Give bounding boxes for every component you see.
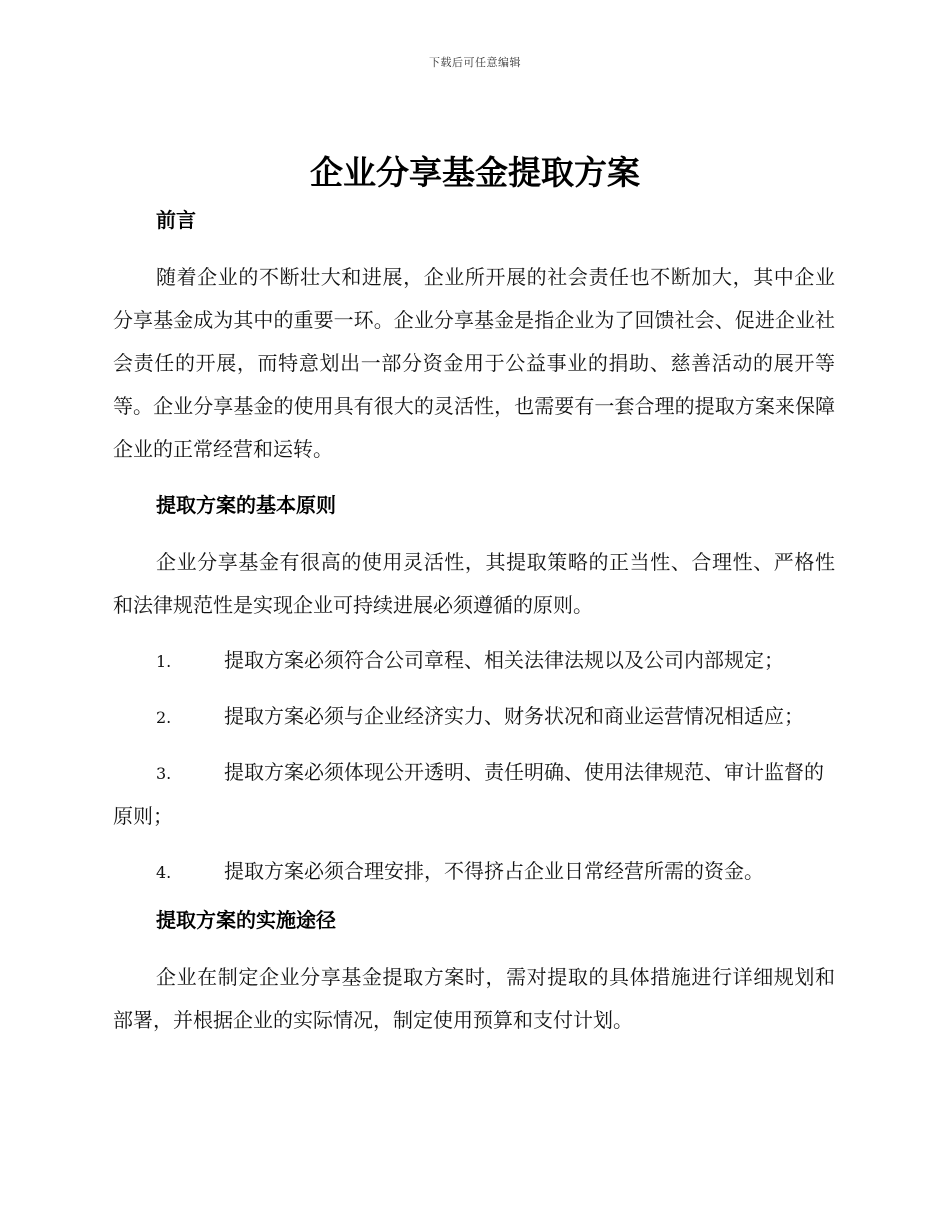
list-item-text: 提取方案必须与企业经济实力、财务状况和商业运营情况相适应；	[224, 704, 804, 728]
list-item	[113, 850, 835, 894]
list-item-text: 提取方案必须合理安排，不得挤占企业日常经营所需的资金。	[224, 859, 764, 883]
list-item-number: 4.	[156, 863, 172, 882]
list-item-number: 1.	[156, 652, 172, 671]
section-heading-preface: 前言	[156, 208, 196, 232]
section-heading-implementation: 提取方案的实施途径	[156, 908, 336, 932]
list-item-number: 2.	[156, 708, 172, 727]
list-item	[113, 751, 835, 838]
document-body	[113, 200, 835, 1042]
document-title: 企业分享基金提取方案	[310, 153, 640, 192]
section-implementation	[113, 904, 835, 1042]
page-header-note: 下载后可任意编辑	[429, 56, 521, 69]
section-basic-principles	[113, 489, 835, 894]
paragraph-preface: 随着企业的不断壮大和进展，企业所开展的社会责任也不断加大，其中企业分享基金成为其中的重要一环。企业分享基金是指企业为了回馈社会、促进企业社会责任的开展，而特意划出一部分资金用于公益事业的捐助、慈善活动的展开等等。企业分享基金的使用具有很大的灵活性，也需要有一套合理的提取方案来保障企业的正常经营和运转。	[113, 265, 835, 461]
list-item	[113, 695, 835, 739]
list-item-text: 提取方案必须体现公开透明、责任明确、使用法律规范、审计监督的原则；	[113, 760, 824, 828]
paragraph-implementation: 企业在制定企业分享基金提取方案时，需对提取的具体措施进行详细规划和部署，并根据企业的实际情况，制定使用预算和支付计划。	[113, 965, 835, 1032]
paragraph-principles-intro: 企业分享基金有很高的使用灵活性，其提取策略的正当性、合理性、严格性和法律规范性是实现企业可持续进展必须遵循的原则。	[113, 550, 835, 617]
section-heading-basic-principles: 提取方案的基本原则	[156, 493, 336, 517]
section-preface	[113, 204, 835, 471]
list-item-text: 提取方案必须符合公司章程、相关法律法规以及公司内部规定；	[224, 648, 784, 672]
list-item	[113, 639, 835, 683]
list-item-number: 3.	[156, 764, 172, 783]
principles-list	[113, 639, 835, 894]
